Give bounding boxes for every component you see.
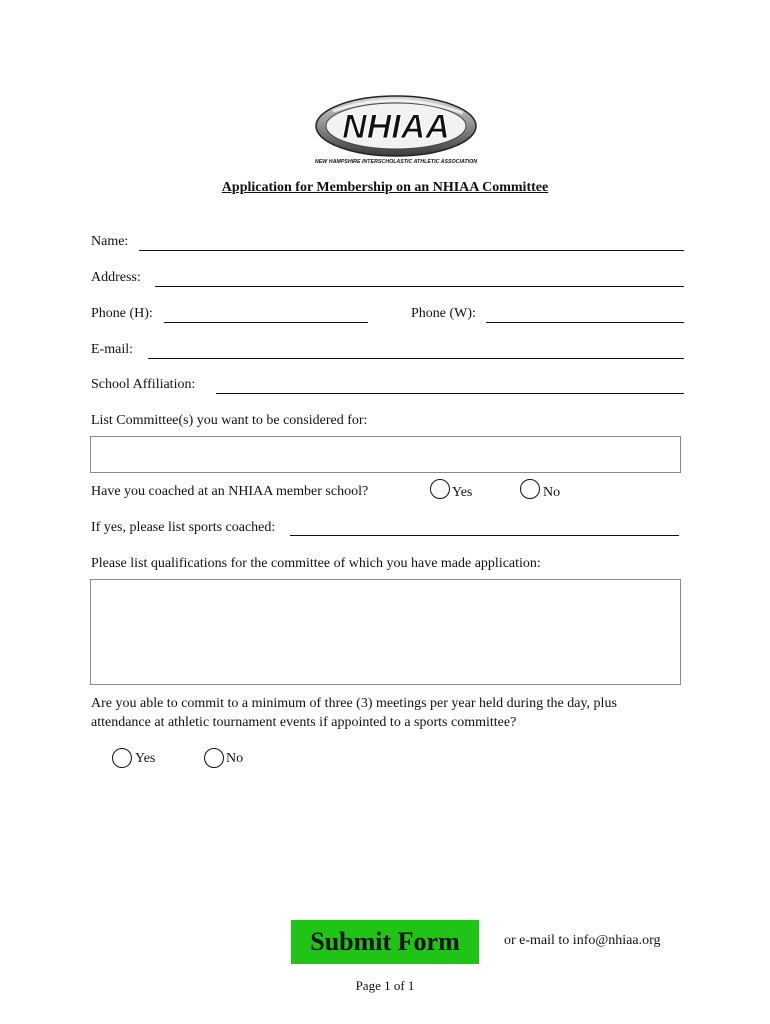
qualifications-input[interactable] — [90, 579, 681, 685]
coached-no-label: No — [543, 485, 561, 500]
committees-label: List Committee(s) you want to be considered for: — [91, 413, 368, 428]
phone-home-label: Phone (H): — [91, 306, 153, 321]
name-label: Name: — [91, 234, 129, 249]
committees-input[interactable] — [90, 436, 681, 473]
coached-no-radio[interactable] — [520, 479, 540, 499]
coached-question: Have you coached at an NHIAA member school? — [91, 484, 369, 499]
phone-work-field[interactable] — [486, 322, 684, 323]
sports-coached-label: If yes, please list sports coached: — [91, 520, 276, 535]
coached-yes-radio[interactable] — [430, 479, 450, 499]
submit-form-button[interactable]: Submit Form — [291, 920, 479, 964]
qualifications-label: Please list qualifications for the committee of which you have made application: — [91, 556, 541, 571]
school-affiliation-label: School Affiliation: — [91, 377, 196, 392]
commit-no-radio[interactable] — [204, 748, 224, 768]
commit-question-line1: Are you able to commit to a minimum of three (3) meetings per year held during the day, plus — [91, 696, 617, 711]
page-number: Page 1 of 1 — [355, 978, 415, 993]
name-field[interactable] — [139, 250, 684, 251]
commit-yes-label: Yes — [135, 751, 156, 766]
phone-home-field[interactable] — [164, 322, 368, 323]
phone-work-label: Phone (W): — [411, 306, 476, 321]
nhiaa-logo — [313, 93, 479, 167]
coached-yes-label: Yes — [452, 485, 473, 500]
svg-text:NEW HAMPSHIRE INTERSCHOLASTIC: NEW HAMPSHIRE INTERSCHOLASTIC ATHLETIC ASSOCIATION — [314, 159, 478, 165]
address-field[interactable] — [155, 286, 684, 287]
svg-text:NHIAA: NHIAA — [342, 108, 450, 146]
email-field[interactable] — [148, 358, 684, 359]
commit-no-label: No — [226, 751, 244, 766]
commit-question-line2: attendance at athletic tournament events if appointed to a sports committee? — [91, 715, 517, 730]
page-title: Application for Membership on an NHIAA Committee — [221, 180, 549, 195]
email-alternative-text: or e-mail to info@nhiaa.org — [504, 933, 661, 948]
sports-coached-field[interactable] — [290, 535, 679, 536]
commit-yes-radio[interactable] — [112, 748, 132, 768]
school-affiliation-field[interactable] — [216, 393, 684, 394]
email-label: E-mail: — [91, 342, 133, 357]
address-label: Address: — [91, 270, 141, 285]
